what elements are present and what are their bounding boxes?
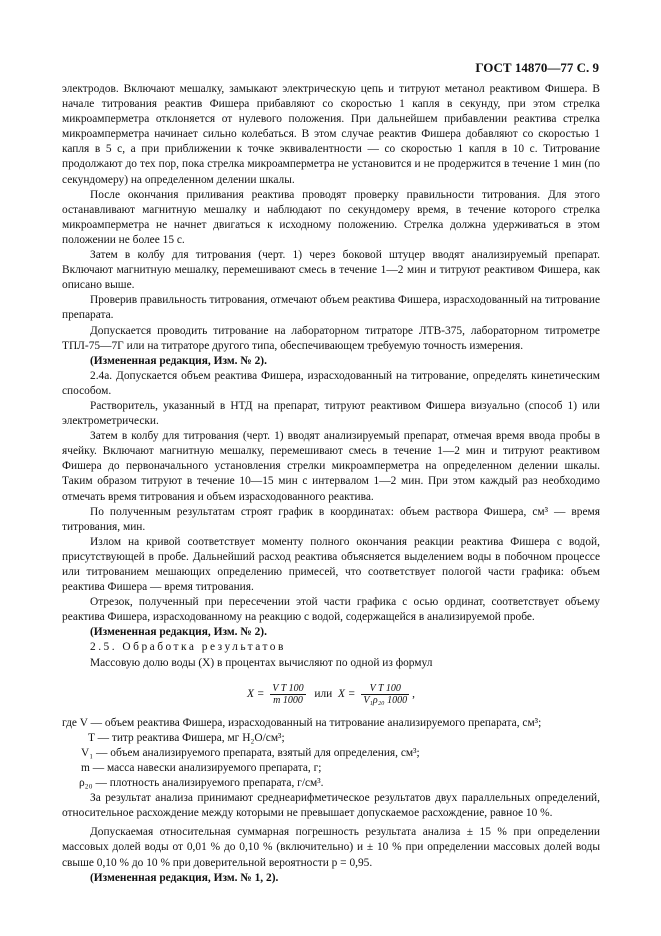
amendment-note: (Измененная редакция, Изм. № 2).: [90, 354, 267, 367]
paragraph: 2.4а. Допускается объем реактива Фишера, израсходованный на титрование, определять кинетическим способом.: [62, 369, 600, 397]
denominator: V₁ρ₂₀ 1000: [363, 694, 408, 706]
amendment-note: (Измененная редакция, Изм. № 2).: [90, 626, 267, 639]
paragraph: электродов. Включают мешалку, замыкают электрическую цепь и титруют метанол реактивом Фишера. В начале титрования реактив Фишера прибавляют со скоростью 1 капля в секунду, при этом стрелка микроамперметра отклоняется от нулевого положения. При дальнейшем прибавлении реактива стрелка микроамперметра начинает сильно колебаться. В этом случае реактив Фишера добавляют со скоростью 1 капля в 5 с, а при приближении к точке эквивалентности — со скоростью 1 капля в 10 с. Титрование продолжают до тех пор, пока стрелка микроамперметра не установится и не продержится в течение 1 мин (по секундомеру) на определенном делении шкалы.: [62, 83, 600, 186]
formula-or: или: [314, 687, 333, 700]
paragraph: Отрезок, полученный при пересечении этой части графика с осью ординат, соответствует объему реактива Фишера, израсходованному на реакцию с водой, содержащейся в анализируемой пробе.: [62, 596, 600, 624]
formula-lhs: X =: [246, 687, 265, 700]
definition-item: V₁ — объем анализируемого препарата, взятый для определения, см³;: [81, 746, 420, 759]
definition-item: m — масса навески анализируемого препарата, г;: [81, 761, 322, 774]
denominator: m 1000: [273, 694, 303, 706]
definition-item: T — титр реактива Фишера, мг H₂O/см³;: [88, 731, 285, 744]
paragraph: По полученным результатам строят график в координатах: объем раствора Фишера, см³ — время титрования, мин.: [62, 505, 600, 533]
numerator: V T 100: [272, 682, 304, 694]
section-heading: 2.5. Обработка результатов: [90, 641, 286, 654]
paragraph: За результат анализа принимают среднеарифметическое результатов двух параллельных определений, относительное расхождение между которыми не превышает допускаемое расхождение, равное 10 %.: [62, 792, 600, 820]
definition-item: где V — объем реактива Фишера, израсходованный на титрование анализируемого препарата, см³;: [62, 716, 542, 729]
formula-lhs: X =: [337, 687, 356, 700]
formula-tail: ,: [412, 687, 416, 700]
definition-item: ρ₂₀ — плотность анализируемого препарата, г/см³.: [79, 777, 324, 790]
paragraph: Допускаемая относительная суммарная погрешность результата анализа ± 15 % при определении массовых долей воды от 0,01 % до 0,10 % (включительно) и ± 10 % при определении массовых долей воды свыше 0,10 % до 10 % при доверительной вероятности p = 0,95.: [62, 826, 600, 869]
amendment-note: (Измененная редакция, Изм. № 1, 2).: [90, 871, 279, 884]
paragraph: Проверив правильность титрования, отмечают объем реактива Фишера, израсходованный на титрование препарата.: [62, 294, 600, 322]
paragraph: Массовую долю воды (X) в процентах вычисляют по одной из формул: [90, 656, 433, 669]
numerator: V T 100: [361, 683, 409, 695]
paragraph: Излом на кривой соответствует моменту полного окончания реакции реактива Фишера с водой, присутствующей в пробе. Дальнейший расход реактива объясняется выделением воды в побочном процессе или титрованием мешающих определению примесей, что соответствует пологой части графика: объем реактива Фишера — время титрования.: [62, 535, 600, 594]
page-header: ГОСТ 14870—77 С. 9: [475, 60, 599, 75]
paragraph: Растворитель, указанный в НТД на препарат, титруют реактивом Фишера визуально (способ 1) или электрометрически.: [62, 399, 600, 428]
fraction-2: [361, 683, 409, 706]
fraction-1: [270, 683, 305, 706]
paragraph: После окончания приливания реактива проводят проверку правильности титрования. Для этого останавливают магнитную мешалку и наблюдают по секундомеру время, в течение которого стрелка микроамперметра не начнет двигаться к исходному положению. Стрелка должна удерживаться в этом положении не более 15 с.: [62, 188, 600, 246]
document-body: [62, 82, 600, 886]
paragraph: Допускается проводить титрование на лабораторном титраторе ЛТВ-375, лабораторном титрометре ТПЛ-75—7Г или на титраторе другого типа, обеспечивающем требуемую точность измерения.: [62, 324, 600, 352]
formula: [62, 683, 600, 706]
paragraph: Затем в колбу для титрования (черт. 1) через боковой штуцер вводят анализируемый препарат. Включают магнитную мешалку, перемешивают смесь в течение 1—2 мин и титруют реактивом Фишера, как описано выше.: [62, 249, 600, 292]
paragraph: Затем в колбу для титрования (черт. 1) вводят анализируемый препарат, отмечая время ввода пробы в ячейку. Включают магнитную мешалку, перемешивают смесь в течение 1—2 мин и титруют реактивом Фишера до первоначального установления стрелки микроамперметра на определенном делении шкалы. Таким образом титруют в течение 10—15 мин с интервалом 1—2 мин. При этом каждый раз необходимо отмечать время титрования и объем израсходованного реактива.: [62, 430, 600, 503]
